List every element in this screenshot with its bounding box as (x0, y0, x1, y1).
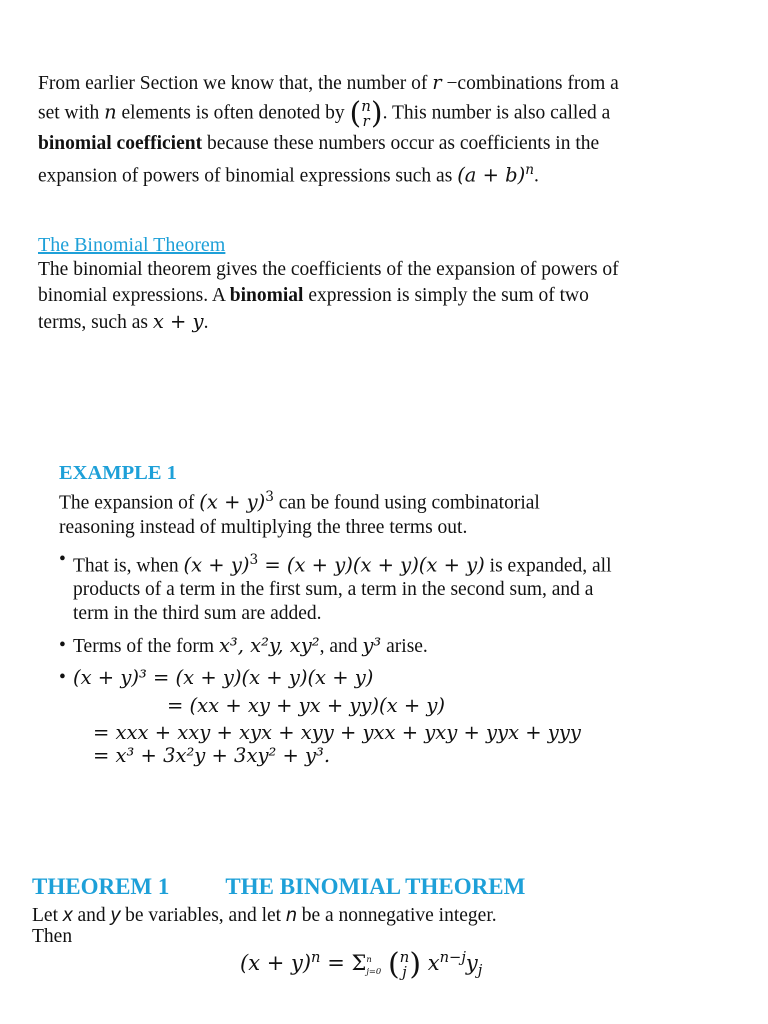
theorem-1 (32, 874, 752, 980)
equation-line-2: = (xx + xy + yx + yy)(x + y) (167, 694, 445, 717)
theorem-title: THE BINOMIAL THEOREM (225, 874, 526, 899)
example-line-1: The expansion of $(x + y)^3$ can be found using combinatorial (59, 489, 540, 514)
intro-line-3: binomial coefficient because these numbers occur as coefficients in the (38, 133, 600, 154)
binomial-theorem-formula: $(x + y)^n = \Sigma$ n j=0 ( n j ) $x^{n-j}y_j$ (240, 946, 483, 982)
binomial-coefficient-n-j: ( n j ) (387, 946, 422, 982)
binomial-coefficient-n-r: ( n r ) (349, 96, 383, 131)
theorem-heading (32, 874, 752, 900)
example-bullet-2: • Terms of the form x³, x²y, xy², and y³ arise. (59, 634, 719, 659)
section-line-1: The binomial theorem gives the coefficients of the expansion of powers of (38, 259, 619, 280)
binomial-theorem-section (38, 234, 738, 336)
equation-line-1: • (x + y)³ = (x + y)(x + y)(x + y) (73, 666, 374, 689)
theorem-line-2: Then (32, 926, 73, 947)
example-bullet-3 (59, 665, 719, 691)
example-1 (59, 462, 719, 767)
example-bullet-1: • That is, when $(x + y)^3 = (x + y)(x + y)(x + y)$ is expanded, all products of a term in the first sum, a term in the second sum, and a term in the third sum are added. (59, 548, 719, 627)
equation-line-3: = xxx + xxy + xyx + xyy + yxx + yxy + yyx + yyy (93, 721, 581, 744)
intro-line-4: expansion of powers of binomial expressions such as $(a + b)^n$. (38, 162, 539, 187)
section-line-2: binomial expressions. A binomial expression is simply the sum of two (38, 285, 589, 306)
example-title: EXAMPLE 1 (59, 462, 177, 484)
theorem-label: THEOREM 1 (32, 874, 170, 899)
intro-line-1: From earlier Section we know that, the number of r −combinations from a (38, 71, 619, 94)
example-line-2: reasoning instead of multiplying the three terms out. (59, 516, 468, 538)
intro-line-2: set with n elements is often denoted by ( n r ) . This number is also called a (38, 96, 611, 131)
section-line-3: terms, such as x + y. (38, 310, 209, 333)
intro-paragraph (38, 70, 738, 190)
theorem-line-1: Let x and y be variables, and let n be a nonnegative integer. (32, 904, 497, 926)
equation-line-4: = x³ + 3x²y + 3xy² + y³. (93, 744, 331, 767)
section-title-link[interactable]: The Binomial Theorem (38, 234, 226, 256)
